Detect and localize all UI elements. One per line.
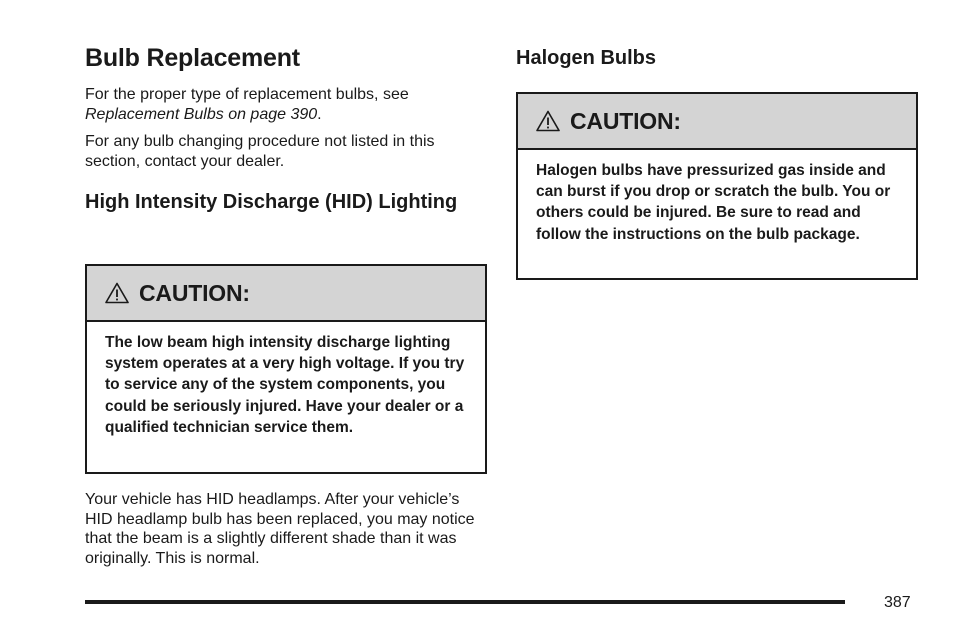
caution-text: The low beam high intensity discharge lighting system operates at a very high voltage. If you try to service any of the system components, you could be seriously injured. Have your dealer or a qualified technician service them. xyxy=(105,334,465,436)
hid-caution-box xyxy=(85,264,487,474)
intro-text: For the proper type of replacement bulbs, see xyxy=(85,86,409,103)
intro-paragraph xyxy=(85,85,480,124)
caution-label: CAUTION: xyxy=(139,279,250,306)
page-number: 387 xyxy=(884,594,911,611)
halogen-heading: Halogen Bulbs xyxy=(516,47,657,69)
caution-header xyxy=(87,266,485,322)
halogen-caution-box xyxy=(516,92,918,280)
warning-triangle-icon xyxy=(105,282,129,304)
caution-label: CAUTION: xyxy=(570,107,681,134)
caution-text: Halogen bulbs have pressurized gas inside and can burst if you drop or scratch the bulb. You or others could be injured. Be sure to read and follow the instructions on the bulb package. xyxy=(536,162,891,243)
dealer-paragraph: For any bulb changing procedure not listed in this section, contact your dealer. xyxy=(85,133,435,170)
hid-note-paragraph: Your vehicle has HID headlamps. After your vehicle’s HID headlamp bulb has been replaced, you may notice that the beam is a slightly different shade than it was originally. This is normal. xyxy=(85,491,475,567)
page-title: Bulb Replacement xyxy=(85,44,300,72)
intro-end: . xyxy=(317,105,322,123)
warning-triangle-icon xyxy=(536,110,560,132)
footer-rule xyxy=(85,600,845,604)
hid-heading: High Intensity Discharge (HID) Lighting xyxy=(85,191,458,213)
cross-reference: Replacement Bulbs on page 390 xyxy=(85,105,318,123)
caution-header xyxy=(518,94,916,150)
